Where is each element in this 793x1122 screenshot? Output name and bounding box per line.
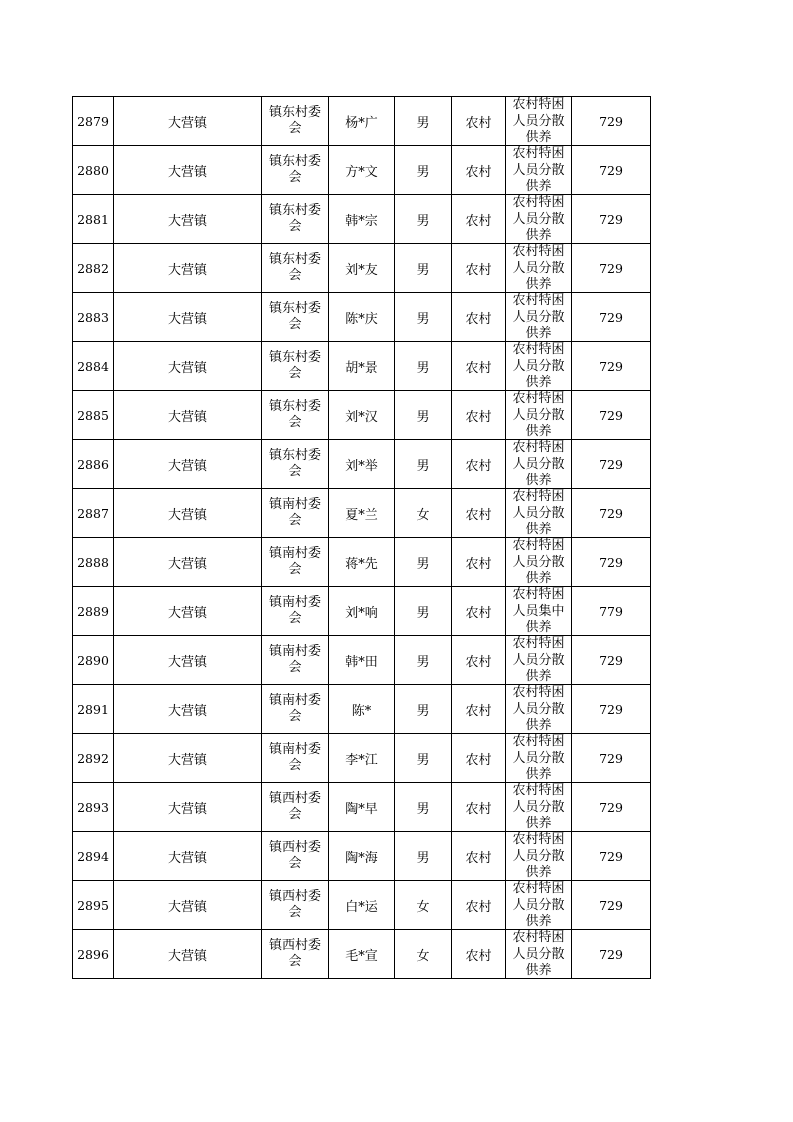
cell-village-committee: [262, 587, 329, 636]
cell-support-type: [506, 636, 572, 685]
cell-town: 大营镇: [114, 685, 262, 734]
cell-area-type: 农村: [452, 293, 506, 342]
cell-village-committee: [262, 832, 329, 881]
cell-amount: 729: [572, 881, 651, 930]
cell-area-type: 农村: [452, 832, 506, 881]
cell-village-committee: [262, 636, 329, 685]
cell-amount: 729: [572, 244, 651, 293]
table-row: [73, 391, 651, 440]
cell-amount: 729: [572, 734, 651, 783]
cell-gender: 男: [395, 391, 452, 440]
cell-town: 大营镇: [114, 97, 262, 146]
cell-amount: 729: [572, 832, 651, 881]
cell-serial-number: 2884: [73, 342, 114, 391]
cell-area-type: 农村: [452, 783, 506, 832]
cell-gender: 男: [395, 538, 452, 587]
cell-support-type-text: 农村特困人员分散供养: [512, 734, 565, 782]
cell-town: 大营镇: [114, 881, 262, 930]
cell-area-type: 农村: [452, 881, 506, 930]
cell-support-type-text: 农村特困人员分散供养: [512, 832, 565, 880]
cell-village-committee-text: 镇西村委会: [268, 791, 321, 822]
cell-serial-number: 2882: [73, 244, 114, 293]
cell-village-committee: [262, 685, 329, 734]
cell-gender: 男: [395, 195, 452, 244]
table-body: [73, 97, 651, 979]
cell-person-name: 夏*兰: [329, 489, 395, 538]
cell-area-type: 农村: [452, 636, 506, 685]
cell-town: 大营镇: [114, 930, 262, 979]
table-row: [73, 97, 651, 146]
cell-town: 大营镇: [114, 342, 262, 391]
cell-serial-number: 2893: [73, 783, 114, 832]
cell-village-committee-text: 镇东村委会: [268, 203, 321, 234]
cell-serial-number: 2879: [73, 97, 114, 146]
cell-amount: 729: [572, 195, 651, 244]
table-row: [73, 440, 651, 489]
cell-gender: 男: [395, 685, 452, 734]
cell-town: 大营镇: [114, 440, 262, 489]
cell-person-name: 刘*汉: [329, 391, 395, 440]
cell-gender: 男: [395, 832, 452, 881]
cell-amount: 729: [572, 391, 651, 440]
cell-gender: 男: [395, 244, 452, 293]
cell-support-type-text: 农村特困人员集中供养: [512, 587, 565, 635]
cell-serial-number: 2880: [73, 146, 114, 195]
cell-person-name: 陶*早: [329, 783, 395, 832]
cell-gender: 男: [395, 146, 452, 195]
table-row: [73, 293, 651, 342]
cell-serial-number: 2881: [73, 195, 114, 244]
cell-support-type: [506, 685, 572, 734]
cell-support-type: [506, 293, 572, 342]
cell-village-committee-text: 镇西村委会: [268, 938, 321, 969]
cell-serial-number: 2890: [73, 636, 114, 685]
cell-support-type-text: 农村特困人员分散供养: [512, 244, 565, 292]
table-row: [73, 685, 651, 734]
table-row: [73, 832, 651, 881]
cell-area-type: 农村: [452, 930, 506, 979]
cell-town: 大营镇: [114, 734, 262, 783]
cell-support-type-text: 农村特困人员分散供养: [512, 930, 565, 978]
cell-person-name: 方*文: [329, 146, 395, 195]
cell-town: 大营镇: [114, 636, 262, 685]
cell-serial-number: 2892: [73, 734, 114, 783]
cell-serial-number: 2883: [73, 293, 114, 342]
cell-village-committee-text: 镇东村委会: [268, 301, 321, 332]
cell-amount: 729: [572, 440, 651, 489]
cell-area-type: 农村: [452, 244, 506, 293]
cell-serial-number: 2895: [73, 881, 114, 930]
cell-support-type-text: 农村特困人员分散供养: [512, 342, 565, 390]
cell-support-type: [506, 342, 572, 391]
cell-gender: 女: [395, 489, 452, 538]
table-row: [73, 538, 651, 587]
cell-support-type: [506, 195, 572, 244]
cell-support-type-text: 农村特困人员分散供养: [512, 636, 565, 684]
cell-village-committee-text: 镇南村委会: [268, 693, 321, 724]
cell-support-type: [506, 734, 572, 783]
cell-amount: 729: [572, 342, 651, 391]
cell-support-type: [506, 783, 572, 832]
cell-village-committee: [262, 783, 329, 832]
cell-area-type: 农村: [452, 685, 506, 734]
cell-person-name: 毛*宣: [329, 930, 395, 979]
cell-village-committee: [262, 293, 329, 342]
cell-support-type: [506, 538, 572, 587]
cell-village-committee-text: 镇南村委会: [268, 644, 321, 675]
cell-town: 大营镇: [114, 489, 262, 538]
cell-support-type: [506, 440, 572, 489]
cell-village-committee: [262, 489, 329, 538]
table-row: [73, 244, 651, 293]
cell-person-name: 杨*广: [329, 97, 395, 146]
cell-support-type: [506, 391, 572, 440]
cell-person-name: 蒋*先: [329, 538, 395, 587]
table-row: [73, 636, 651, 685]
cell-support-type: [506, 881, 572, 930]
cell-area-type: 农村: [452, 587, 506, 636]
cell-support-type-text: 农村特困人员分散供养: [512, 489, 565, 537]
cell-town: 大营镇: [114, 195, 262, 244]
cell-village-committee-text: 镇西村委会: [268, 889, 321, 920]
cell-village-committee-text: 镇东村委会: [268, 350, 321, 381]
cell-person-name: 陶*海: [329, 832, 395, 881]
table-row: [73, 195, 651, 244]
table-row: [73, 587, 651, 636]
cell-support-type: [506, 489, 572, 538]
cell-person-name: 韩*田: [329, 636, 395, 685]
cell-amount: 729: [572, 146, 651, 195]
cell-village-committee-text: 镇南村委会: [268, 595, 321, 626]
cell-town: 大营镇: [114, 587, 262, 636]
cell-town: 大营镇: [114, 391, 262, 440]
cell-person-name: 刘*友: [329, 244, 395, 293]
cell-support-type-text: 农村特困人员分散供养: [512, 440, 565, 488]
cell-gender: 男: [395, 342, 452, 391]
cell-support-type-text: 农村特困人员分散供养: [512, 391, 565, 439]
cell-serial-number: 2886: [73, 440, 114, 489]
cell-village-committee-text: 镇西村委会: [268, 840, 321, 871]
cell-village-committee: [262, 342, 329, 391]
cell-area-type: 农村: [452, 489, 506, 538]
cell-town: 大营镇: [114, 832, 262, 881]
cell-village-committee: [262, 538, 329, 587]
cell-gender: 男: [395, 734, 452, 783]
cell-gender: 男: [395, 440, 452, 489]
cell-serial-number: 2887: [73, 489, 114, 538]
cell-support-type: [506, 832, 572, 881]
cell-amount: 729: [572, 293, 651, 342]
cell-support-type: [506, 244, 572, 293]
cell-person-name: 胡*景: [329, 342, 395, 391]
cell-serial-number: 2891: [73, 685, 114, 734]
cell-village-committee-text: 镇东村委会: [268, 399, 321, 430]
cell-amount: 729: [572, 538, 651, 587]
cell-support-type: [506, 146, 572, 195]
cell-support-type-text: 农村特困人员分散供养: [512, 146, 565, 194]
relief-roster-table: [72, 96, 651, 979]
cell-gender: 男: [395, 783, 452, 832]
cell-village-committee: [262, 391, 329, 440]
cell-area-type: 农村: [452, 734, 506, 783]
cell-amount: 729: [572, 636, 651, 685]
cell-support-type-text: 农村特困人员分散供养: [512, 881, 565, 929]
cell-person-name: 陈*: [329, 685, 395, 734]
cell-serial-number: 2885: [73, 391, 114, 440]
cell-village-committee: [262, 195, 329, 244]
cell-village-committee-text: 镇南村委会: [268, 546, 321, 577]
cell-town: 大营镇: [114, 783, 262, 832]
table-row: [73, 783, 651, 832]
cell-village-committee: [262, 440, 329, 489]
cell-gender: 女: [395, 881, 452, 930]
cell-support-type: [506, 930, 572, 979]
cell-amount: 729: [572, 97, 651, 146]
cell-town: 大营镇: [114, 293, 262, 342]
cell-area-type: 农村: [452, 440, 506, 489]
cell-support-type-text: 农村特困人员分散供养: [512, 97, 565, 145]
table-row: [73, 342, 651, 391]
cell-person-name: 白*运: [329, 881, 395, 930]
cell-support-type: [506, 587, 572, 636]
cell-area-type: 农村: [452, 342, 506, 391]
cell-gender: 男: [395, 587, 452, 636]
cell-person-name: 刘*响: [329, 587, 395, 636]
cell-area-type: 农村: [452, 146, 506, 195]
cell-amount: 729: [572, 489, 651, 538]
cell-amount: 729: [572, 685, 651, 734]
cell-person-name: 刘*举: [329, 440, 395, 489]
cell-area-type: 农村: [452, 195, 506, 244]
cell-amount: 729: [572, 783, 651, 832]
cell-town: 大营镇: [114, 244, 262, 293]
cell-person-name: 韩*宗: [329, 195, 395, 244]
table-row: [73, 146, 651, 195]
cell-support-type: [506, 97, 572, 146]
cell-village-committee-text: 镇东村委会: [268, 154, 321, 185]
cell-person-name: 陈*庆: [329, 293, 395, 342]
cell-serial-number: 2889: [73, 587, 114, 636]
cell-village-committee: [262, 734, 329, 783]
cell-area-type: 农村: [452, 97, 506, 146]
cell-gender: 男: [395, 636, 452, 685]
cell-serial-number: 2888: [73, 538, 114, 587]
cell-village-committee-text: 镇南村委会: [268, 497, 321, 528]
cell-village-committee: [262, 146, 329, 195]
cell-village-committee-text: 镇南村委会: [268, 742, 321, 773]
cell-person-name: 李*江: [329, 734, 395, 783]
cell-village-committee-text: 镇东村委会: [268, 252, 321, 283]
table-row: [73, 930, 651, 979]
cell-area-type: 农村: [452, 538, 506, 587]
cell-support-type-text: 农村特困人员分散供养: [512, 195, 565, 243]
cell-gender: 女: [395, 930, 452, 979]
cell-gender: 男: [395, 293, 452, 342]
cell-village-committee: [262, 881, 329, 930]
cell-village-committee-text: 镇东村委会: [268, 105, 321, 136]
cell-amount: 779: [572, 587, 651, 636]
cell-support-type-text: 农村特困人员分散供养: [512, 783, 565, 831]
cell-village-committee: [262, 244, 329, 293]
cell-town: 大营镇: [114, 538, 262, 587]
cell-support-type-text: 农村特困人员分散供养: [512, 293, 565, 341]
table-row: [73, 881, 651, 930]
cell-village-committee: [262, 97, 329, 146]
table-row: [73, 489, 651, 538]
cell-support-type-text: 农村特困人员分散供养: [512, 685, 565, 733]
cell-amount: 729: [572, 930, 651, 979]
cell-area-type: 农村: [452, 391, 506, 440]
table-row: [73, 734, 651, 783]
cell-serial-number: 2896: [73, 930, 114, 979]
cell-village-committee: [262, 930, 329, 979]
cell-serial-number: 2894: [73, 832, 114, 881]
cell-town: 大营镇: [114, 146, 262, 195]
cell-village-committee-text: 镇东村委会: [268, 448, 321, 479]
cell-support-type-text: 农村特困人员分散供养: [512, 538, 565, 586]
cell-gender: 男: [395, 97, 452, 146]
